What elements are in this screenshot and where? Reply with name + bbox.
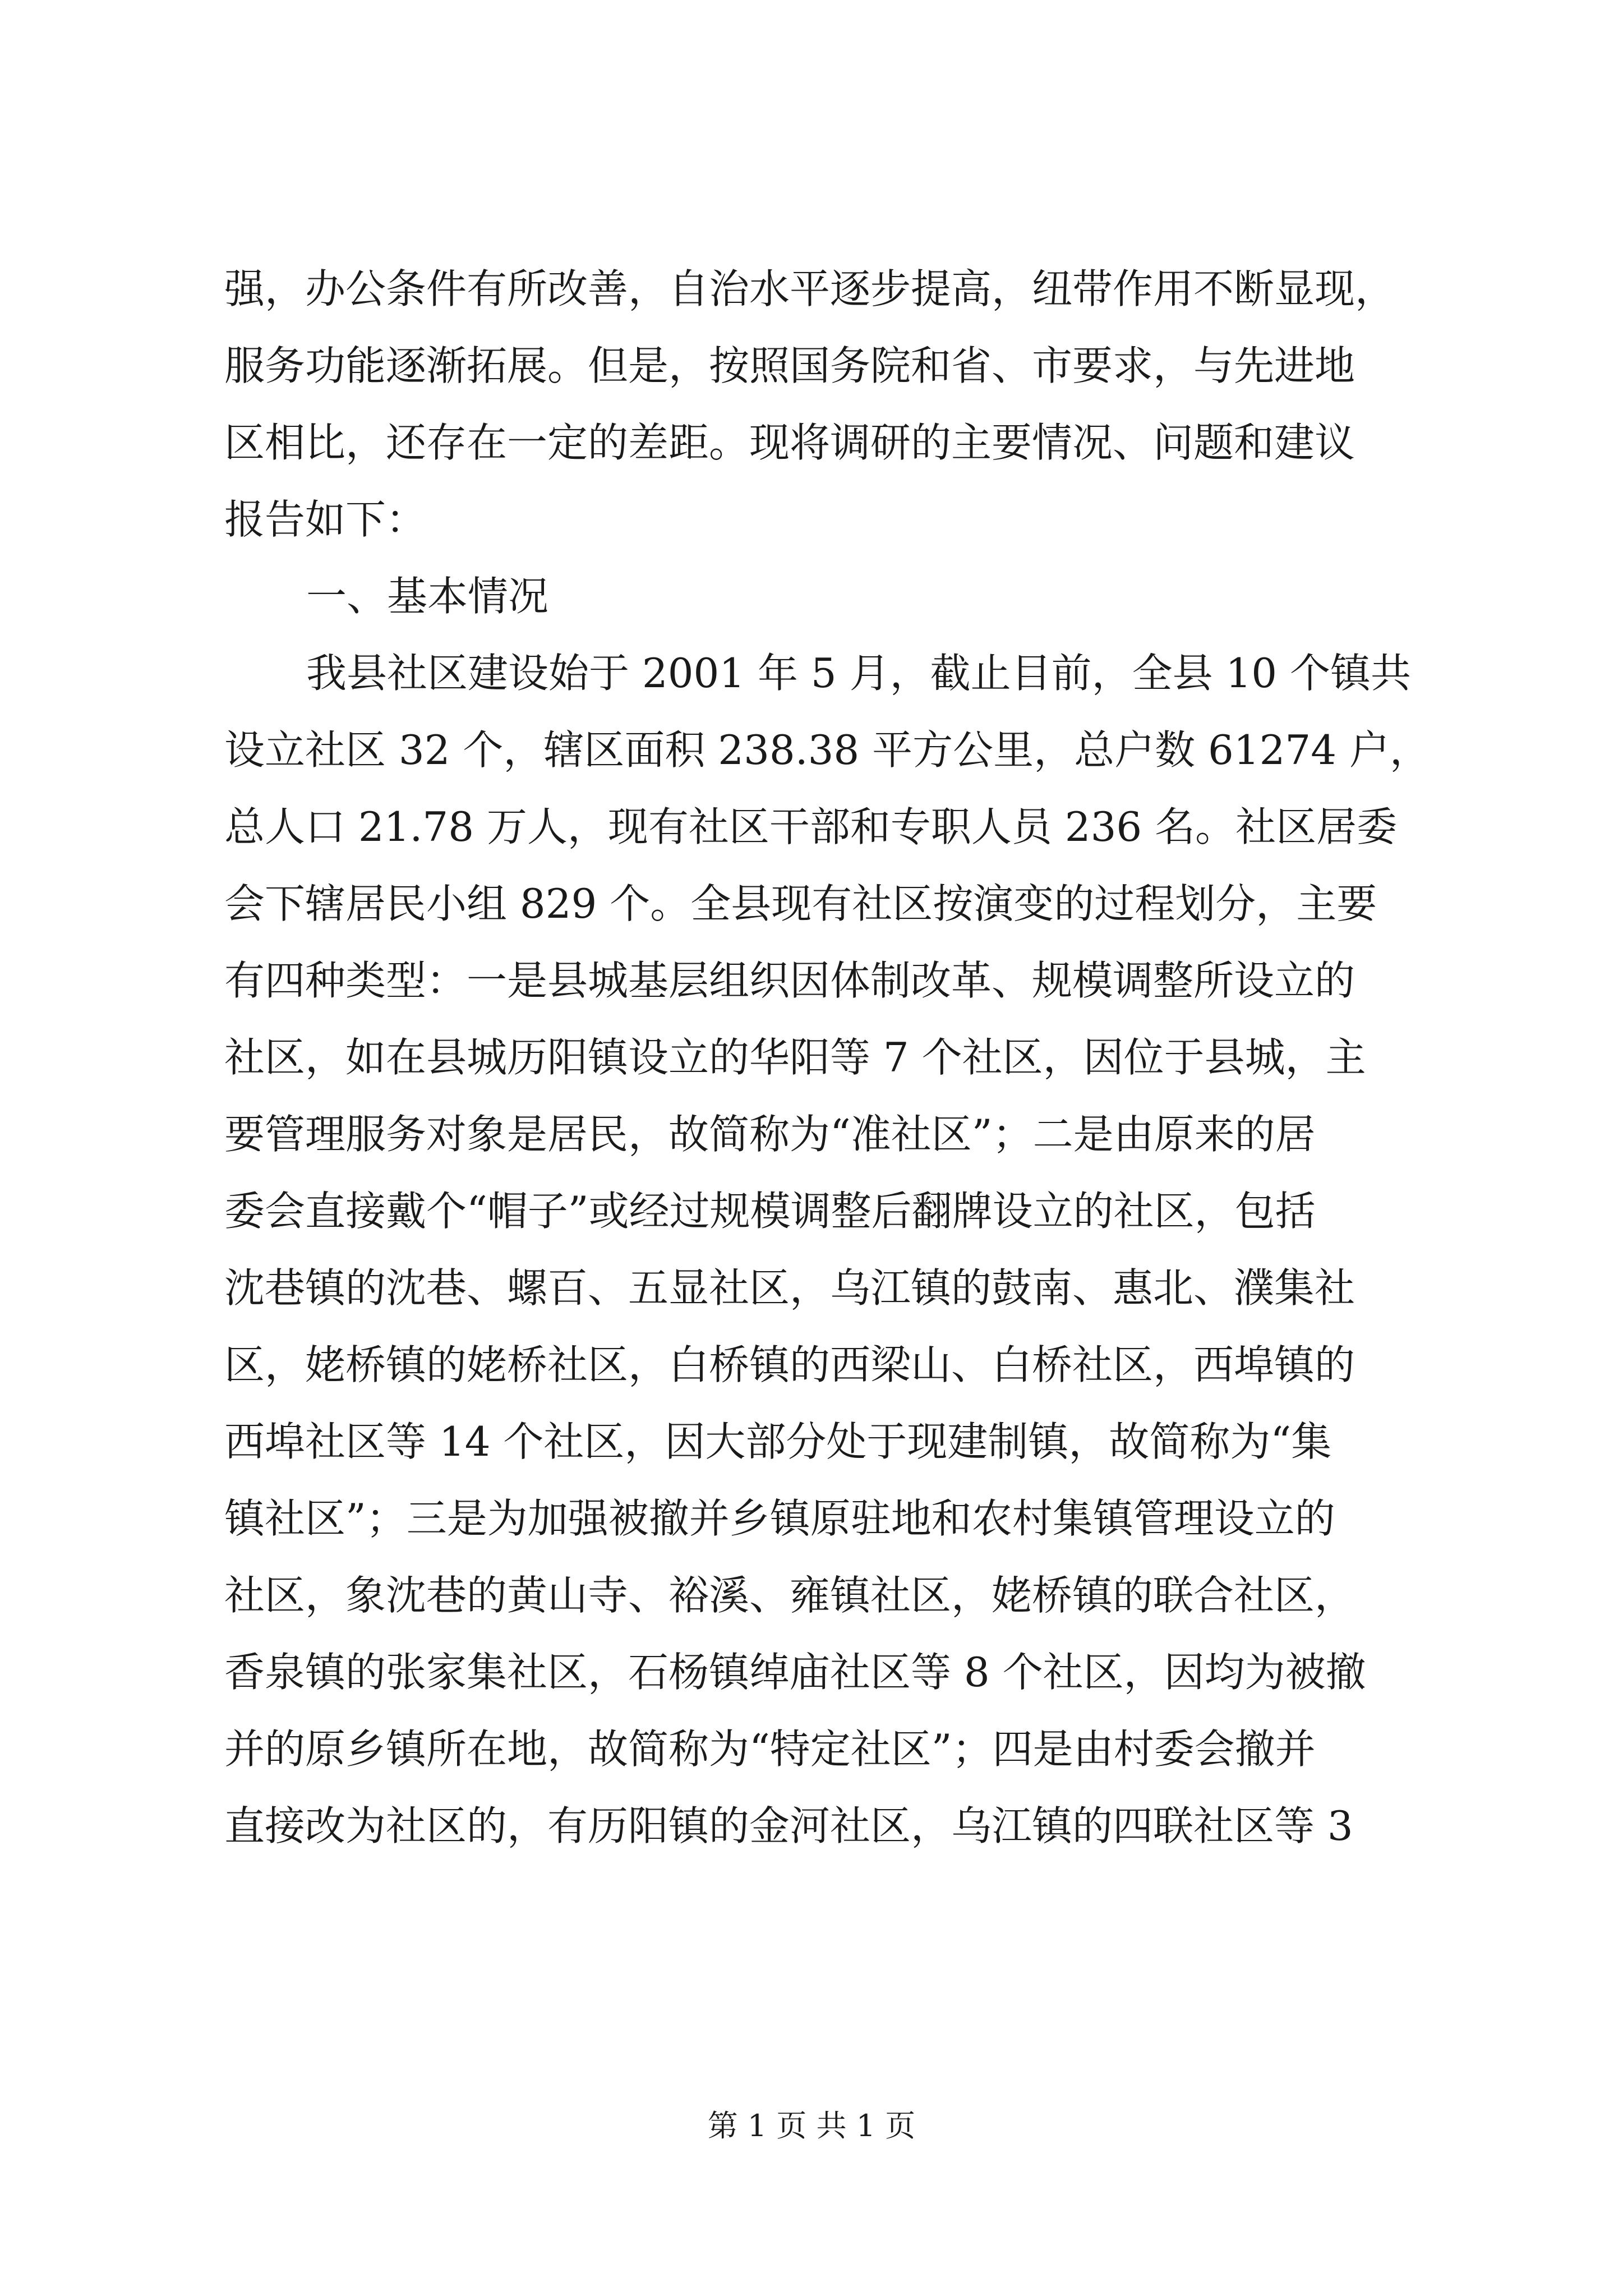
section-heading: 一、基本情况 bbox=[306, 573, 549, 620]
text-line: 强，办公条件有所改善，自治水平逐步提高，纽带作用不断显现， bbox=[224, 265, 1396, 312]
page-footer: 第 1 页 共 1 页 bbox=[707, 2108, 916, 2143]
text-line: 镇社区”；三是为加强被撤并乡镇原驻地和农村集镇管理设立的 bbox=[224, 1495, 1335, 1542]
text-line: 香泉镇的张家集社区，石杨镇绰庙社区等 8 个社区，因均为被撤 bbox=[224, 1649, 1366, 1696]
text-line: 有四种类型：一是县城基层组织因体制改革、规模调整所设立的 bbox=[224, 957, 1355, 1004]
text-line: 并的原乡镇所在地，故简称为“特定社区”；四是由村委会撤并 bbox=[224, 1726, 1316, 1773]
text-line: 社区，象沈巷的黄山寺、裕溪、雍镇社区，姥桥镇的联合社区， bbox=[224, 1572, 1355, 1619]
text-line: 会下辖居民小组 829 个。全县现有社区按演变的过程划分，主要 bbox=[224, 880, 1377, 927]
paragraph-start: 我县社区建设始于 2001 年 5 月，截止目前，全县 10 个镇共 bbox=[306, 650, 1411, 697]
text-line: 服务功能逐渐拓展。但是，按照国务院和省、市要求，与先进地 bbox=[224, 342, 1355, 389]
text-line: 设立社区 32 个，辖区面积 238.38 平方公里，总户数 61274 户， bbox=[224, 726, 1430, 774]
text-line: 社区，如在县城历阳镇设立的华阳等 7 个社区，因位于县城，主 bbox=[224, 1034, 1366, 1081]
text-line: 委会直接戴个“帽子”或经过规模调整后翻牌设立的社区，包括 bbox=[224, 1188, 1316, 1235]
text-line: 总人口 21.78 万人，现有社区干部和专职人员 236 名。社区居委 bbox=[224, 803, 1398, 850]
text-line: 沈巷镇的沈巷、螺百、五显社区，乌江镇的鼓南、惠北、濮集社 bbox=[224, 1264, 1355, 1312]
text-line: 区相比，还存在一定的差距。现将调研的主要情况、问题和建议 bbox=[224, 419, 1355, 466]
text-line: 要管理服务对象是居民，故简称为“准社区”；二是由原来的居 bbox=[224, 1111, 1316, 1158]
text-line: 直接改为社区的，有历阳镇的金河社区，乌江镇的四联社区等 3 bbox=[224, 1802, 1353, 1849]
text-line: 报告如下： bbox=[224, 496, 427, 543]
text-line: 区，姥桥镇的姥桥社区，白桥镇的西梁山、白桥社区，西埠镇的 bbox=[224, 1341, 1355, 1388]
text-line: 西埠社区等 14 个社区，因大部分处于现建制镇，故简称为“集 bbox=[224, 1418, 1332, 1465]
